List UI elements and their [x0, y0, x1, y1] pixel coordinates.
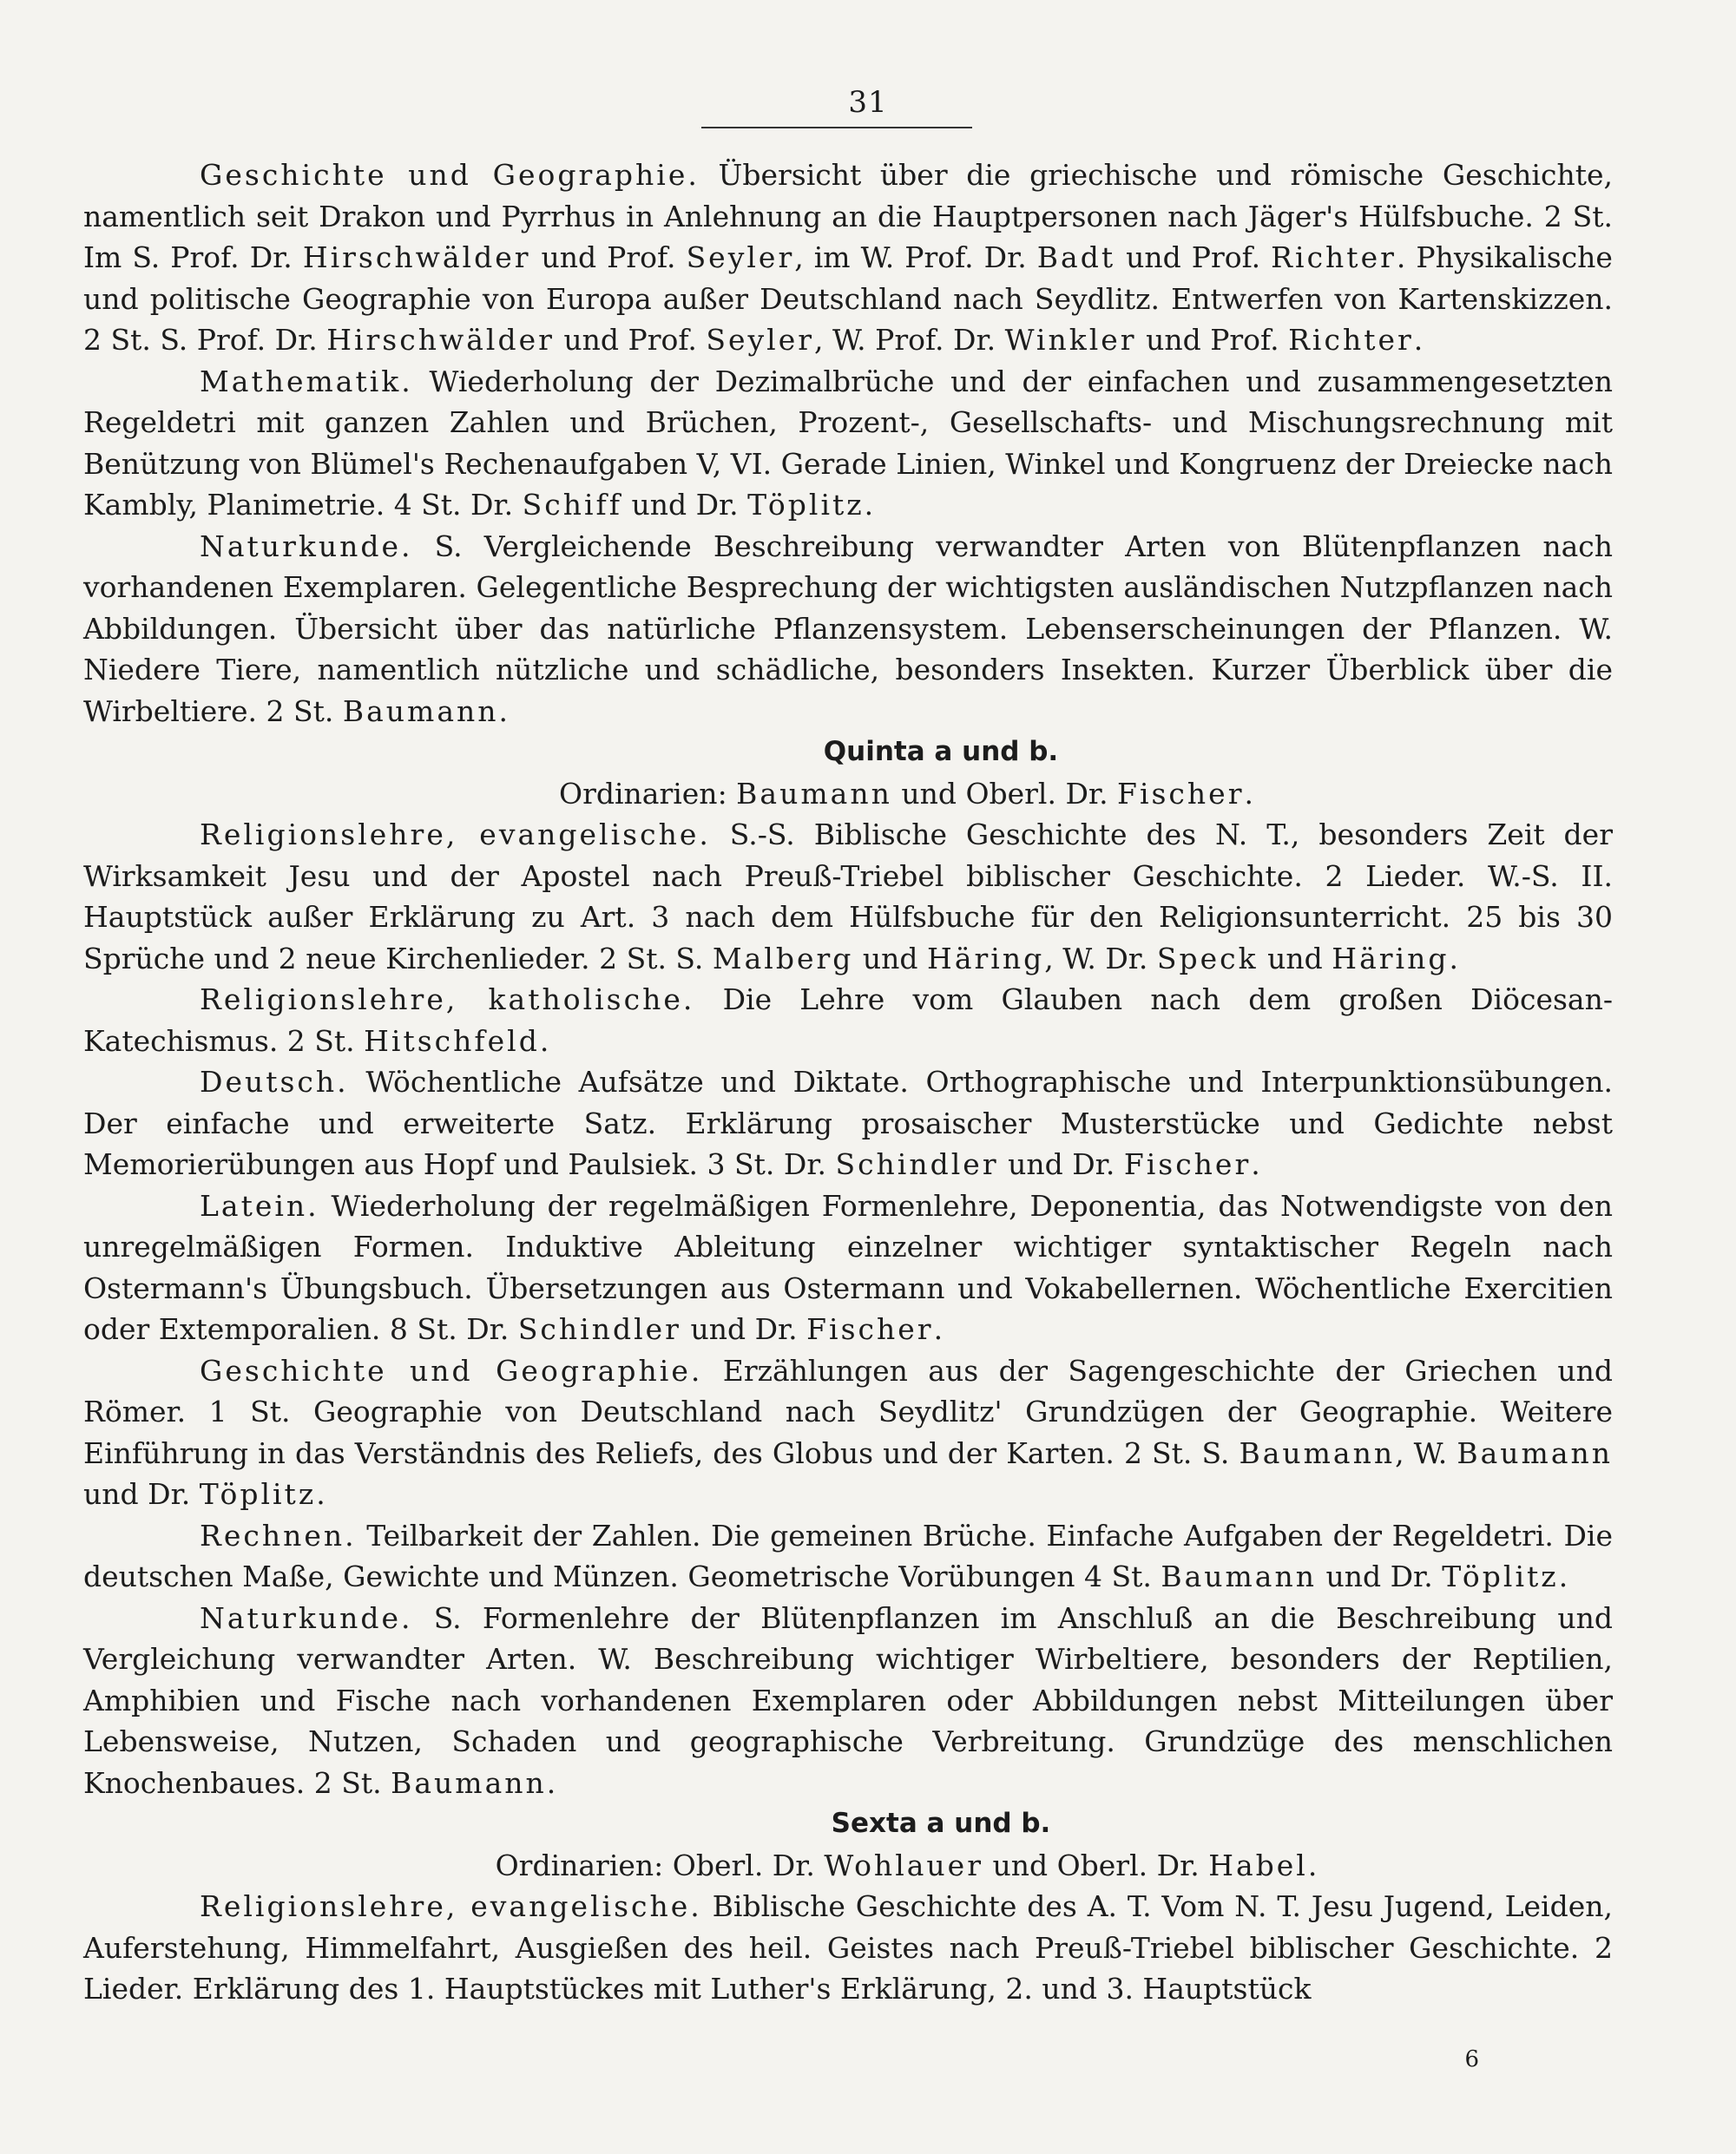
text: Übersicht über die griechische und römische Geschichte, namentlich seit Drakon und Pyrrhus in Anlehnung an die Hauptpersonen nach Jäger's Hülfsbuche. 2 St. Im S. Prof. Dr. [83, 158, 1613, 274]
text: . [1244, 776, 1253, 811]
teacher-name: Fischer [806, 1312, 934, 1346]
text: . [864, 488, 874, 522]
text: . [933, 1312, 944, 1346]
paragraph-deutsch-quinta [83, 1061, 1613, 1185]
page-body [83, 154, 1613, 2010]
paragraph-religion-kath-quinta [83, 979, 1613, 1061]
text: und Dr. [621, 488, 748, 522]
teacher-name: Habel [1208, 1848, 1308, 1882]
teacher-name: Töplitz [747, 488, 865, 522]
text: . [1413, 323, 1424, 357]
subject-label: Naturkunde. [200, 1600, 413, 1635]
text: Biblische Geschichte des A. T. Vom N. T. Jesu Jugend, Leiden, Auferstehung, Himmelfahrt, Ausgießen des heil. Geistes nach Preuß-Triebel biblischer Geschichte. 2 Lieder. Erklärung des 1. Hauptstückes mit Luther's Erklärung, 2. und 3. Hauptstück [83, 1889, 1613, 2006]
teacher-name: Töplitz [1442, 1560, 1559, 1593]
teacher-name: Hirschwälder [302, 240, 531, 274]
teacher-name: Hirschwälder [326, 323, 555, 357]
text: und Prof. [1136, 323, 1289, 357]
header-rule [701, 127, 972, 128]
text: . [498, 693, 508, 728]
text: und Prof. [1115, 240, 1272, 274]
text: S. Vergleichende Beschreibung verwandter Arten von Blütenpflanzen nach vorhandenen Exemplaren. Gelegentliche Besprechung der wichtigsten ausländischen Nutzpflanzen nach Abbildungen. Übersicht über das natürliche Pflanzensystem. Lebenserscheinungen der Pflanzen. W. Niedere Tiere, namentlich nützliche und schädliche, besonders Insekten. Kurzer Überblick über die Wirbeltiere. 2 St. [83, 529, 1613, 728]
paragraph-geschichte-quinta [83, 1350, 1613, 1515]
text: und Prof. [530, 240, 687, 274]
teacher-name: Baumann [342, 693, 499, 728]
teacher-name: Winkler [1004, 323, 1137, 357]
paragraph-mathematik-quarta [83, 361, 1613, 526]
text: und [1258, 941, 1332, 975]
paragraph-rechnen-quinta [83, 1515, 1613, 1598]
text: . Physikalische und politische Geographie von Europa außer Deutschland nach Seydlitz. Entwerfen von Kartenskizzen. 2 St. S. Prof. Dr. [83, 240, 1613, 357]
subject-label: Rechnen. [200, 1518, 357, 1553]
text: , im W. Prof. Dr. [794, 240, 1037, 274]
ordinarien-sexta [83, 1845, 1613, 1887]
ordinarien-quinta [83, 773, 1613, 815]
subject-label: Religionslehre, evangelische. [200, 818, 711, 851]
text: . [546, 1765, 556, 1800]
teacher-name: Töplitz [199, 1477, 317, 1511]
teacher-name: Häring [927, 941, 1045, 975]
teacher-name: Speck [1156, 941, 1259, 975]
subject-label: Religionslehre, evangelische. [200, 1889, 702, 1923]
teacher-name: Baumann [736, 776, 892, 811]
teacher-name: Seyler [706, 323, 815, 357]
text: . [316, 1477, 326, 1511]
teacher-name: Hitschfeld [364, 1023, 540, 1058]
subject-label: Naturkunde. [200, 529, 413, 563]
teacher-name: Richter [1271, 240, 1397, 274]
subject-label: Geschichte und Geographie. [200, 158, 700, 192]
text: . [1558, 1560, 1568, 1593]
teacher-name: Baumann [1161, 1560, 1317, 1593]
signature-mark: 6 [1464, 2046, 1479, 2072]
subject-label: Religionslehre, katholische. [200, 982, 695, 1016]
text: und Dr. [1316, 1560, 1443, 1593]
teacher-name: Baumann [391, 1765, 547, 1800]
teacher-name: Malberg [712, 941, 854, 975]
text: und Oberl. Dr. [983, 1848, 1209, 1882]
text: . [1307, 1848, 1318, 1882]
paragraph-naturkunde-quarta [83, 526, 1613, 732]
paragraph-religion-ev-sexta [83, 1886, 1613, 2010]
section-heading-quinta: Quinta a und b. [823, 736, 1059, 767]
teacher-name: Seyler [686, 240, 795, 274]
text: Erzählungen aus der Sagengeschichte der Griechen und Römer. 1 St. Geographie von Deutschland nach Seydlitz' Grundzügen der Geographie. Weitere Einführung in das Verständnis des Reliefs, des Globus und der Karten. 2 St. S. [83, 1353, 1613, 1470]
text: , W. [1395, 1435, 1457, 1470]
teacher-name: Badt [1036, 240, 1116, 274]
paragraph-geschichte-quarta [83, 154, 1613, 361]
text: , W. Dr. [1044, 941, 1157, 975]
subject-label: Geschichte und Geographie. [200, 1353, 703, 1388]
text: Ordinarien: [559, 776, 737, 811]
text: und Dr. [998, 1147, 1124, 1181]
teacher-name: Baumann [1239, 1435, 1396, 1470]
teacher-name: Häring [1332, 941, 1450, 975]
subject-label: Latein. [200, 1188, 319, 1223]
text: . [1449, 941, 1458, 975]
text: und Prof. [554, 323, 707, 357]
subject-label: Deutsch. [200, 1065, 349, 1099]
text: S. Formenlehre der Blütenpflanzen im Anschluß an die Beschreibung und Vergleichung verwandter Arten. W. Beschreibung wichtiger Wirbeltiere, besonders der Reptilien, Amphibien und Fische nach vorhandenen Exemplaren oder Abbildungen nebst Mitteilungen über Lebensweise, Nutzen, Schaden und geographische Verbreitung. Grundzüge des menschlichen Knochenbaues. 2 St. [83, 1600, 1613, 1800]
text: . [1251, 1147, 1260, 1181]
text: , W. Prof. Dr. [814, 323, 1005, 357]
text: Teilbarkeit der Zahlen. Die gemeinen Brüche. Einfache Aufgaben der Regeldetri. Die deutschen Maße, Gewichte und Münzen. Geometrische Vorübungen 4 St. [83, 1518, 1613, 1593]
text: S.-S. Biblische Geschichte des N. T., besonders Zeit der Wirksamkeit Jesu und der Apostel nach Preuß-Triebel biblischer Geschichte. 2 Lieder. W.-S. II. Hauptstück außer Erklärung zu Art. 3 nach dem Hülfsbuche für den Religionsunterricht. 25 bis 30 Sprüche und 2 neue Kirchenlieder. 2 St. S. [83, 818, 1613, 975]
page-number: 31 [848, 85, 888, 120]
text: Wöchentliche Aufsätze und Diktate. Orthographische und Interpunktionsübungen. Der einfache und erweiterte Satz. Erklärung prosaischer Musterstücke und Gedichte nebst Memorierübungen aus Hopf und Paulsiek. 3 St. Dr. [83, 1065, 1613, 1181]
teacher-name: Schiff [522, 488, 622, 522]
text: Ordinarien: Oberl. Dr. [495, 1848, 825, 1882]
teacher-name: Fischer [1123, 1147, 1252, 1181]
text: und Dr. [83, 1477, 200, 1511]
paragraph-latein-quinta [83, 1185, 1613, 1350]
text: . [539, 1023, 549, 1058]
section-heading-sexta: Sexta a und b. [831, 1808, 1051, 1839]
text: und Oberl. Dr. [891, 776, 1118, 811]
text: Wiederholung der Dezimalbrüche und der einfachen und zusammengesetzten Regeldetri mit ganzen Zahlen und Brüchen, Prozent-, Gesellschafts- und Mischungsrechnung mit Benützung von Blümel's Rechenaufgaben V, VI. Gerade Linien, Winkel und Kongruenz der Dreiecke nach Kambly, Planimetrie. 4 St. Dr. [83, 364, 1613, 522]
paragraph-naturkunde-quinta [83, 1598, 1613, 1804]
text: Die Lehre vom Glauben nach dem großen Diöcesan-Katechismus. 2 St. [83, 982, 1613, 1058]
teacher-name: Fischer [1117, 776, 1245, 811]
teacher-name: Wohlauer [824, 1848, 983, 1882]
teacher-name: Schindler [835, 1147, 999, 1181]
text: Wiederholung der regelmäßigen Formenlehre, Deponentia, das Notwendigste von den unregelmäßigen Formen. Induktive Ableitung einzelner wichtiger syntaktischer Regeln nach Ostermann's Übungsbuch. Übersetzungen aus Ostermann und Vokabellernen. Wöchentliche Exercitien oder Extemporalien. 8 St. Dr. [83, 1188, 1613, 1346]
text: und Dr. [681, 1312, 807, 1346]
subject-label: Mathematik. [200, 364, 413, 398]
text: und [853, 941, 928, 975]
teacher-name: Baumann [1457, 1435, 1614, 1470]
teacher-name: Schindler [517, 1312, 681, 1346]
teacher-name: Richter [1288, 323, 1414, 357]
paragraph-religion-ev-quinta [83, 814, 1613, 979]
